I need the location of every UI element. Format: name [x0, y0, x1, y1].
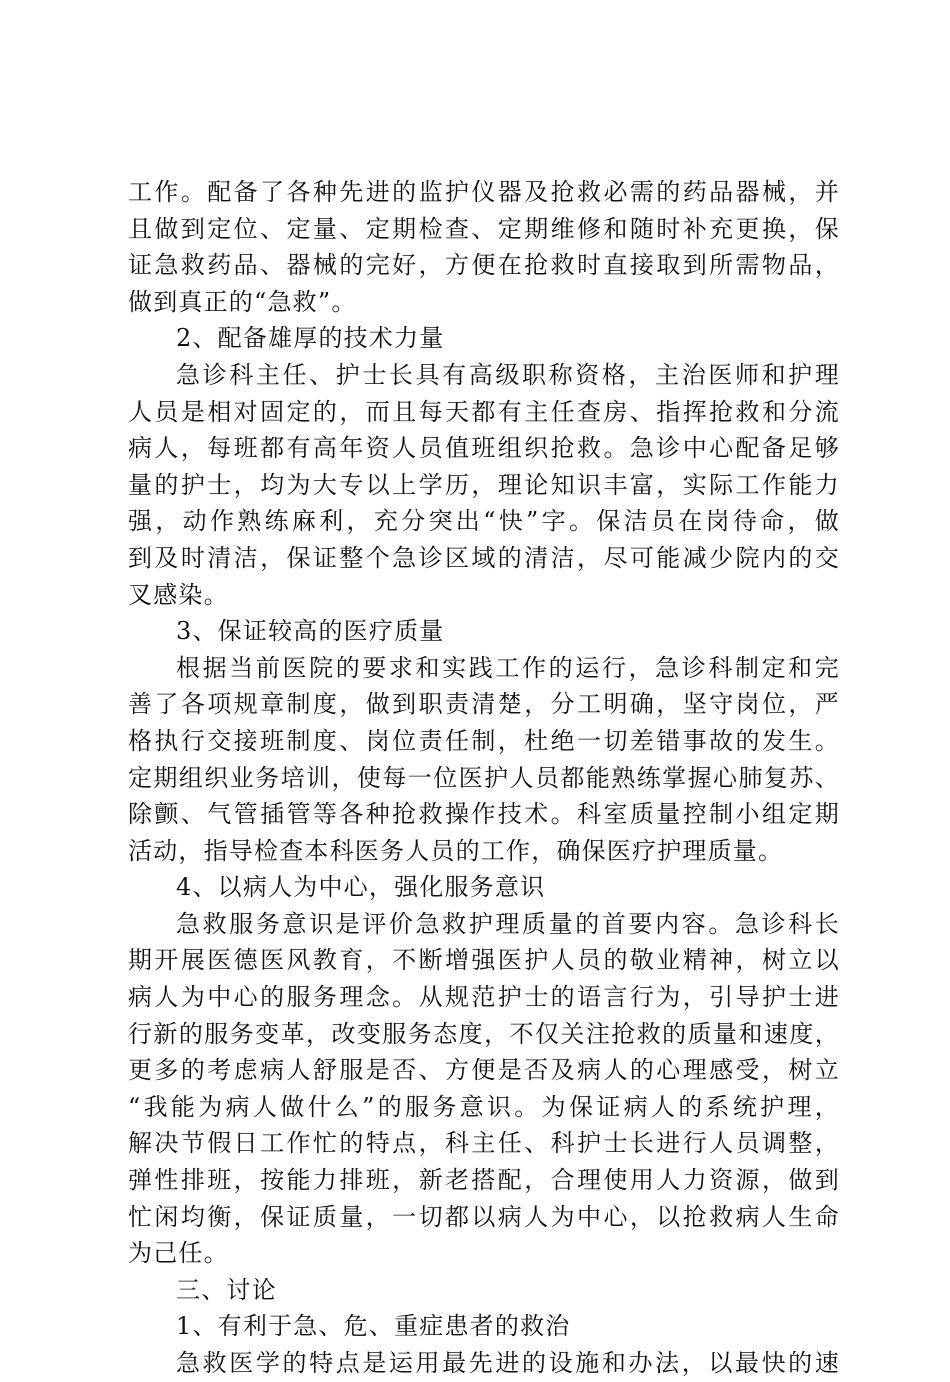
text-line: 定期组织业务培训，使每一位医护人员都能熟练掌握心肺复苏、 — [128, 763, 840, 792]
text-line: 根据当前医院的要求和实践工作的运行，急诊科制定和完 — [176, 653, 840, 682]
text-line: 工作。配备了各种先进的监护仪器及抢救必需的药品器械，并 — [128, 178, 840, 206]
text-line: 急救服务意识是评价急救护理质量的首要内容。急诊科长 — [176, 909, 840, 938]
text-line: 叉感染。 — [128, 580, 229, 609]
text-line: 期开展医德医风教育，不断增强医护人员的敬业精神，树立以 — [128, 946, 840, 975]
text-line: 病人，每班都有高年资人员值班组织抢救。急诊中心配备足够 — [128, 434, 840, 463]
text-line: 人员是相对固定的，而且每天都有主任查房、指挥抢救和分流 — [128, 397, 840, 426]
text-line: 急诊科主任、护士长具有高级职称资格，主治医师和护理 — [176, 360, 840, 389]
section-heading: 1、有利于急、危、重症患者的救治 — [176, 1312, 571, 1341]
text-line: 活动，指导检查本科医务人员的工作，确保医疗护理质量。 — [128, 836, 784, 865]
text-line: 更多的考虑病人舒服是否、方便是否及病人的心理感受，树立 — [128, 1056, 840, 1085]
text-line: 行新的服务变革，改变服务态度，不仅关注抢救的质量和速度， — [128, 1019, 840, 1048]
text-line: 到及时清洁，保证整个急诊区域的清洁，尽可能减少院内的交 — [128, 543, 840, 572]
text-line: 除颤、气管插管等各种抢救操作技术。科室质量控制小组定期 — [128, 800, 840, 829]
text-line: 解决节假日工作忙的特点，科主任、科护士长进行人员调整， — [128, 1129, 840, 1158]
text-line: 忙闲均衡，保证质量，一切都以病人为中心，以抢救病人生命 — [128, 1202, 840, 1231]
text-line: 为己任。 — [128, 1239, 229, 1268]
text-line: 格执行交接班制度、岗位责任制，杜绝一切差错事故的发生。 — [128, 726, 840, 755]
text-line: 量的护士，均为大专以上学历，理论知识丰富，实际工作能力 — [128, 470, 840, 499]
text-line: 急救医学的特点是运用最先进的设施和办法，以最快的速 — [176, 1349, 840, 1377]
text-line: 且做到定位、定量、定期检查、定期维修和随时补充更换，保 — [128, 214, 840, 243]
text-line: 做到真正的“急救”。 — [128, 287, 357, 316]
section-heading: 3、保证较高的医疗质量 — [176, 617, 445, 646]
section-heading: 三、讨论 — [176, 1275, 277, 1304]
section-heading: 4、以病人为中心，强化服务意识 — [176, 873, 546, 902]
text-line: “我能为病人做什么”的服务意识。为保证病人的系统护理， — [128, 1092, 840, 1121]
section-heading: 2、配备雄厚的技术力量 — [176, 324, 445, 353]
text-line: 弹性排班，按能力排班，新老搭配，合理使用人力资源，做到 — [128, 1166, 840, 1195]
text-line: 善了各项规章制度，做到职责清楚，分工明确，坚守岗位，严 — [128, 690, 840, 719]
text-line: 强，动作熟练麻利，充分突出“快”字。保洁员在岗待命，做 — [128, 507, 840, 536]
text-line: 证急救药品、器械的完好，方便在抢救时直接取到所需物品， — [128, 251, 840, 280]
text-line: 病人为中心的服务理念。从规范护士的语言行为，引导护士进 — [128, 983, 840, 1012]
document-body — [128, 174, 840, 1382]
